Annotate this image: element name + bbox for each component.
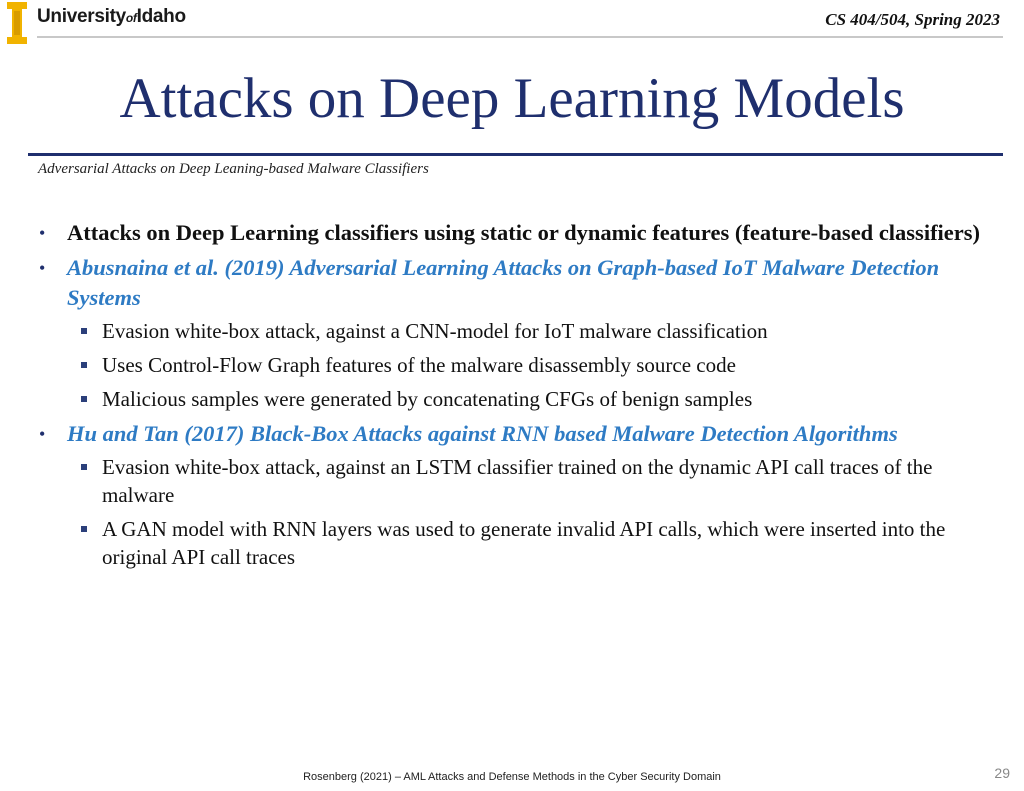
square-bullet-icon — [81, 328, 87, 334]
bullet-reference-link[interactable]: Abusnaina et al. (2019) Adversarial Learning Attacks on Graph-based IoT Malware Detection Systems — [67, 255, 940, 310]
title-divider — [28, 153, 1003, 156]
university-logo-wordmark — [37, 6, 186, 28]
bullet-dot-icon: • — [39, 258, 46, 278]
bullet-reference-link[interactable]: Hu and Tan (2017) Black-Box Attacks against RNN based Malware Detection Algorithms — [67, 421, 898, 446]
sub-bullet-text: Malicious samples were generated by concatenating CFGs of benign samples — [102, 387, 753, 411]
footer-citation: Rosenberg (2021) – AML Attacks and Defense Methods in the Cyber Security Domain — [303, 771, 721, 783]
sub-bullet-item — [67, 351, 995, 379]
bullet-text: Attacks on Deep Learning classifiers using static or dynamic features (feature-based classifiers) — [67, 220, 981, 245]
bullet-item — [35, 218, 995, 248]
square-bullet-icon — [81, 526, 87, 532]
logo-of: of — [125, 11, 137, 25]
logo-name: Idaho — [136, 6, 186, 27]
sub-bullet-item — [67, 515, 995, 571]
square-bullet-icon — [81, 464, 87, 470]
university-logo-icon — [7, 2, 27, 44]
bullet-item — [35, 419, 995, 571]
course-label: CS 404/504, Spring 2023 — [825, 10, 1000, 29]
slide-title: Attacks on Deep Learning Models — [119, 67, 905, 130]
page-number: 29 — [994, 765, 1010, 781]
sub-bullet-text: Evasion white-box attack, against an LSTM classifier trained on the dynamic API call traces of the malware — [102, 455, 933, 507]
square-bullet-icon — [81, 362, 87, 368]
sub-bullet-item — [67, 453, 995, 509]
sub-bullet-text: A GAN model with RNN layers was used to generate invalid API calls, which were inserted into the original API call traces — [102, 517, 946, 569]
square-bullet-icon — [81, 396, 87, 402]
sub-bullet-item — [67, 385, 995, 413]
sub-bullet-list — [67, 317, 995, 413]
sub-bullet-item — [67, 317, 995, 345]
bullet-dot-icon: • — [39, 223, 46, 243]
sub-bullet-text: Evasion white-box attack, against a CNN-model for IoT malware classification — [102, 319, 768, 343]
bullet-item — [35, 253, 995, 413]
logo-main: University — [37, 6, 126, 27]
sub-bullet-text: Uses Control-Flow Graph features of the malware disassembly source code — [102, 353, 736, 377]
slide-content — [35, 218, 995, 577]
bullet-dot-icon: • — [39, 424, 46, 444]
sub-bullet-list — [67, 453, 995, 571]
slide-subtitle: Adversarial Attacks on Deep Leaning-based Malware Classifiers — [38, 161, 429, 177]
header-divider — [37, 36, 1003, 38]
bullet-list — [35, 218, 995, 571]
